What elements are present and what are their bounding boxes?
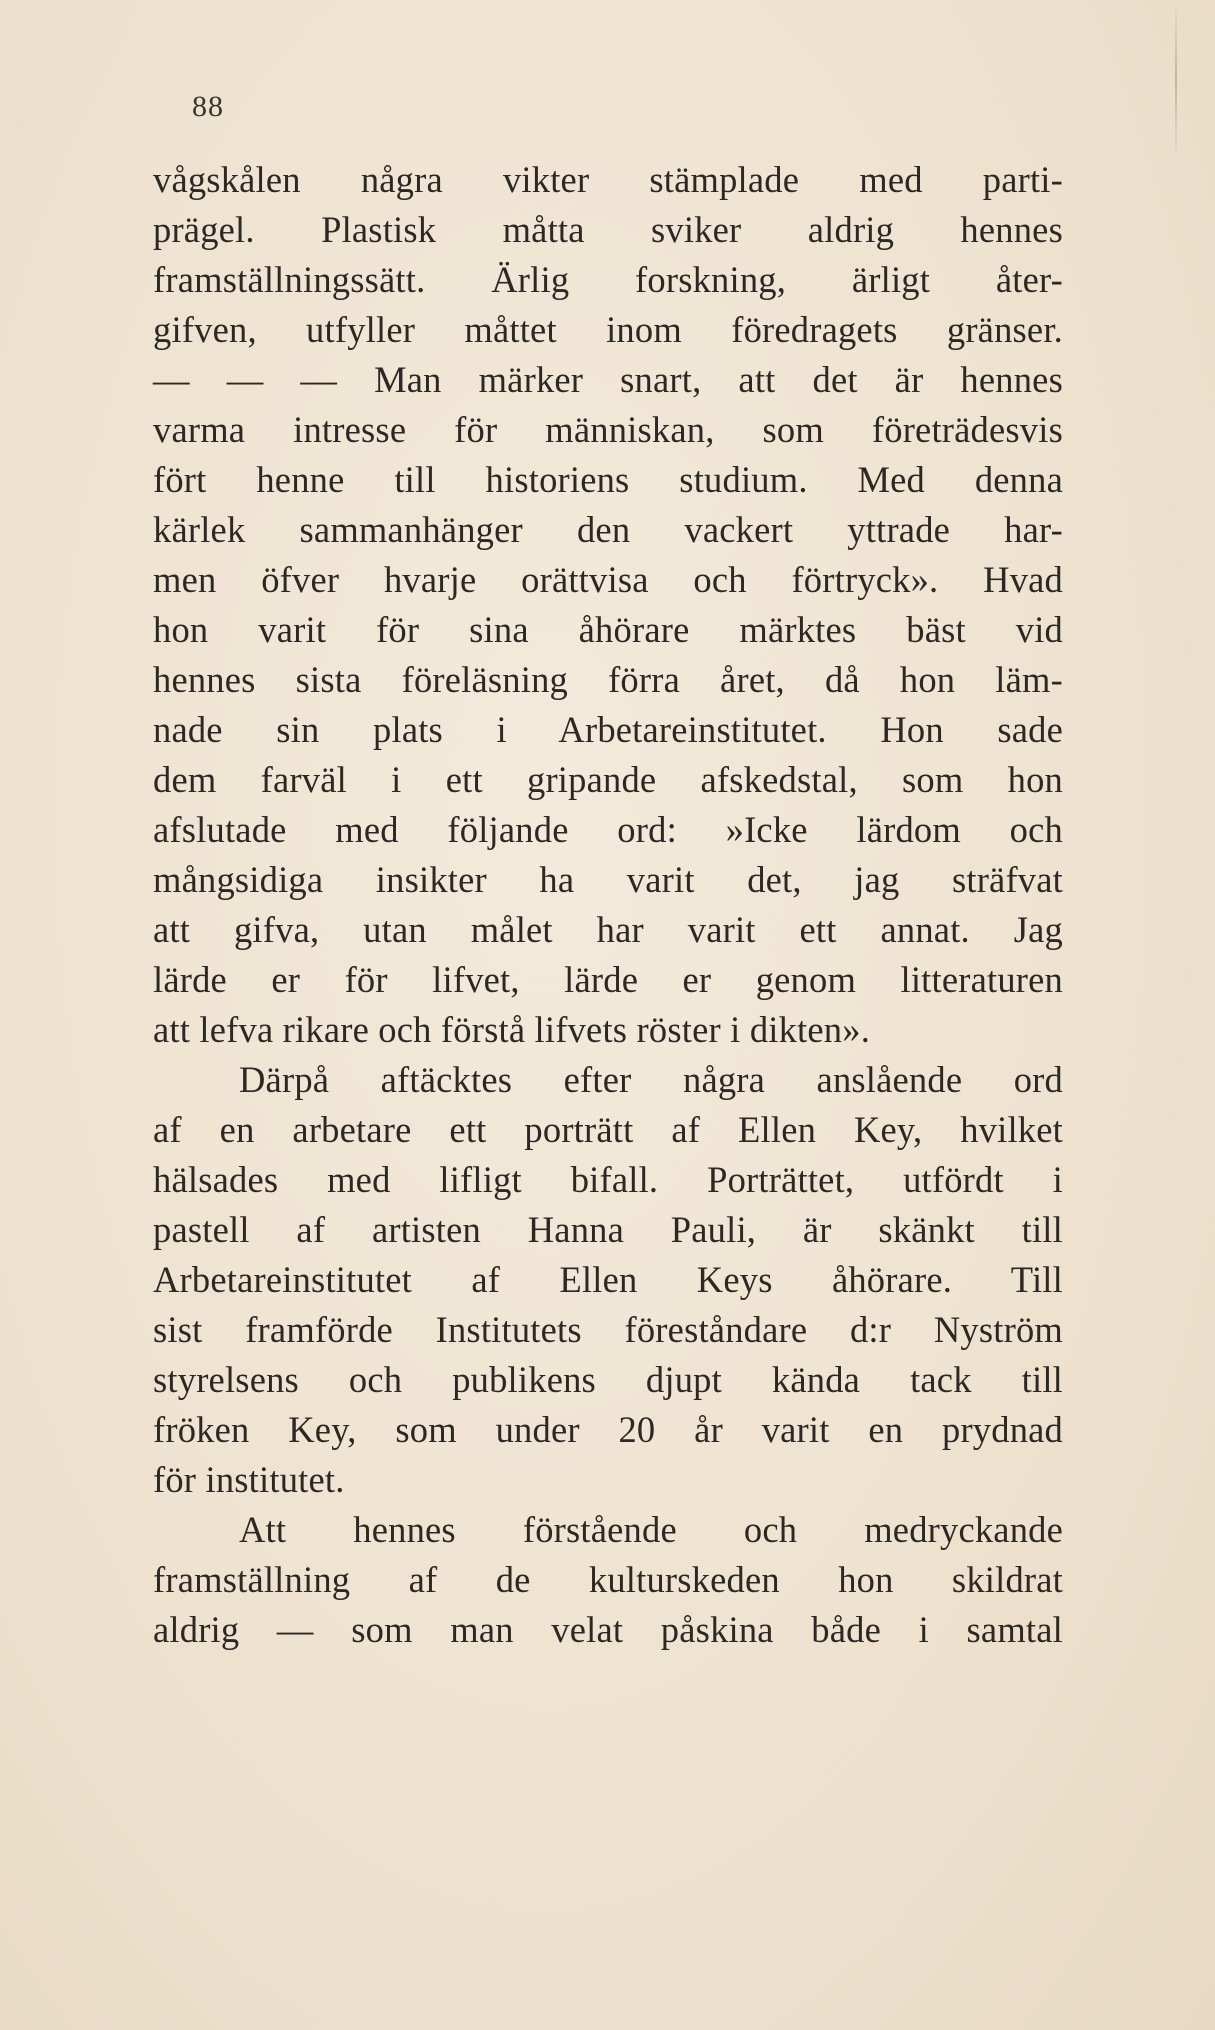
text-line: dem farväl i ett gripande afskedstal, som hon: [153, 759, 1063, 800]
paragraph-start-line: Därpå aftäcktes efter några anslående ord: [239, 1059, 1063, 1100]
text-line: framställning af de kulturskeden hon skildrat: [153, 1559, 1063, 1600]
text-line: att gifva, utan målet har varit ett annat. Jag: [153, 909, 1063, 950]
text-line: pastell af artisten Hanna Pauli, är skänkt till: [153, 1209, 1063, 1250]
text-line: för institutet.: [153, 1459, 345, 1500]
text-line: afslutade med följande ord: »Icke lärdom och: [153, 809, 1063, 850]
text-line: — — — Man märker snart, att det är hennes: [153, 359, 1063, 400]
text-line: mångsidiga insikter ha varit det, jag sträfvat: [153, 859, 1063, 900]
text-line: framställningssätt. Ärlig forskning, ärligt åter-: [153, 259, 1063, 300]
text-line: nade sin plats i Arbetareinstitutet. Hon sade: [153, 709, 1063, 750]
paragraph-start-line: Att hennes förstående och medryckande: [239, 1509, 1063, 1550]
text-line: sist framförde Institutets föreståndare d:r Nyström: [153, 1309, 1063, 1350]
text-line: gifven, utfyller måttet inom föredragets gränser.: [153, 309, 1063, 350]
text-line: fröken Key, som under 20 år varit en prydnad: [153, 1409, 1063, 1450]
body-text: [153, 155, 1063, 1655]
text-line: styrelsens och publikens djupt kända tack till: [153, 1359, 1063, 1400]
text-line: varma intresse för människan, som företrädesvis: [153, 409, 1063, 450]
text-line: hälsades med lifligt bifall. Porträttet, utfördt i: [153, 1159, 1063, 1200]
text-line: att lefva rikare och förstå lifvets röster i dikten».: [153, 1009, 871, 1050]
text-line: prägel. Plastisk måtta sviker aldrig hennes: [153, 209, 1063, 250]
text-line: vågskålen några vikter stämplade med parti-: [153, 159, 1063, 200]
text-line: hon varit för sina åhörare märktes bäst vid: [153, 609, 1063, 650]
text-line: lärde er för lifvet, lärde er genom litteraturen: [153, 959, 1063, 1000]
text-line: fört henne till historiens studium. Med denna: [153, 459, 1063, 500]
text-line: kärlek sammanhänger den vackert yttrade har-: [153, 509, 1063, 550]
page-edge-mark: [1175, 0, 1177, 160]
text-line: Arbetareinstitutet af Ellen Keys åhörare. Till: [153, 1259, 1063, 1300]
text-line: hennes sista föreläsning förra året, då hon läm-: [153, 659, 1063, 700]
text-line: men öfver hvarje orättvisa och förtryck». Hvad: [153, 559, 1063, 600]
text-line: aldrig — som man velat påskina både i samtal: [153, 1609, 1063, 1650]
text-line: af en arbetare ett porträtt af Ellen Key, hvilket: [153, 1109, 1063, 1150]
page-number: 88: [192, 90, 224, 123]
